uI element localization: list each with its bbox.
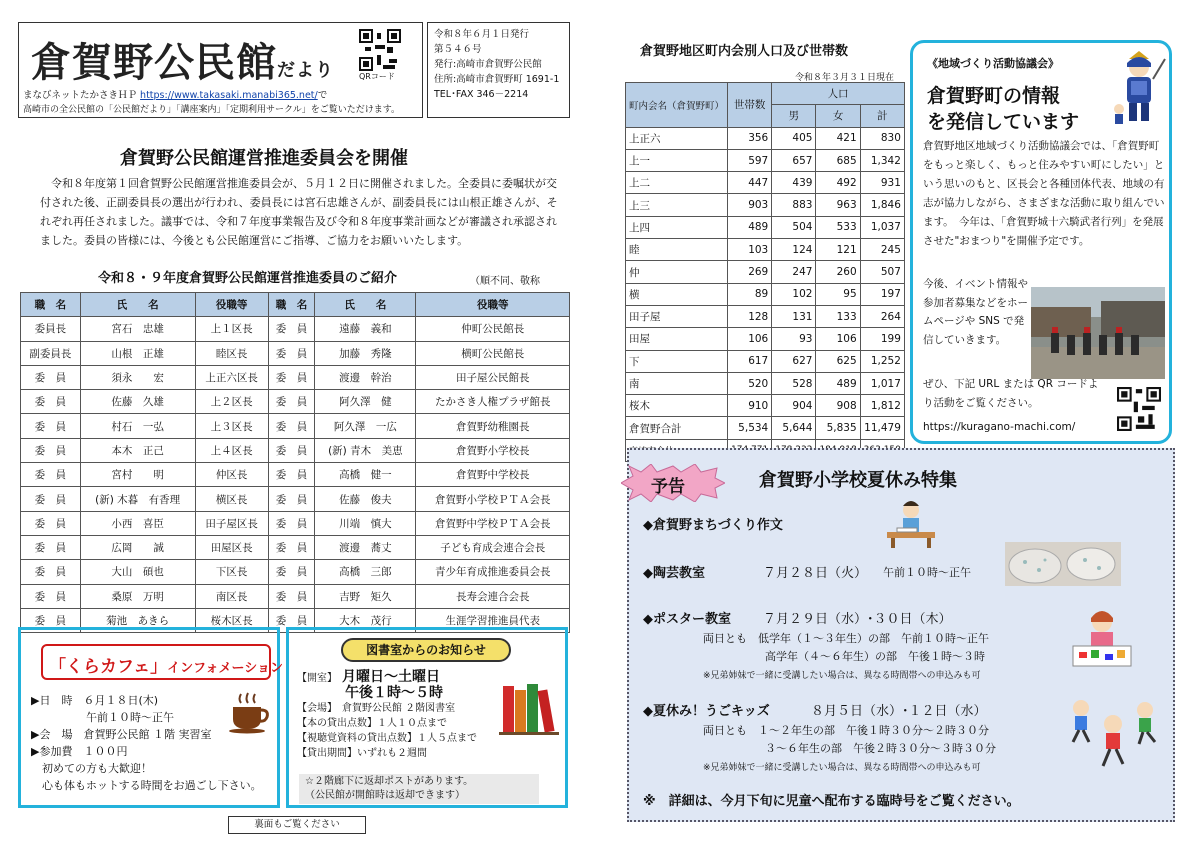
district-name: 睦 (626, 239, 728, 261)
members-cell: 小西 喜臣 (80, 511, 195, 535)
kids-schedule-1: 両日とも １～２年生の部 午後１時３０分～２時３０分 (703, 724, 989, 737)
library-line: 【会場】 倉賀野公民館 ２階図書室 (297, 703, 456, 714)
library-note (299, 774, 539, 804)
summer-heading: 倉賀野小学校夏休み特集 (759, 470, 957, 491)
col-households: 世帯数 (728, 83, 772, 128)
books-icon (499, 680, 559, 735)
members-row (21, 584, 570, 608)
members-cell: 委 員 (268, 584, 314, 608)
studying-child-icon (883, 500, 939, 548)
poster-schedule-2: 高学年（４～６年生）の部 午後１時～３時 (765, 650, 985, 663)
members-col-header: 氏 名 (315, 293, 416, 317)
members-cell: 委 員 (21, 487, 81, 511)
item-pottery: ◆陶芸教室 (643, 566, 705, 581)
district-name: 上三 (626, 194, 728, 216)
col-total: 計 (860, 105, 904, 127)
members-cell: 委 員 (21, 438, 81, 462)
population-value: 264 (860, 305, 904, 327)
qr-code-icon (1117, 387, 1161, 431)
members-cell: 阿久澤 健 (315, 390, 416, 414)
members-cell: 本木 正己 (80, 438, 195, 462)
population-value: 421 (816, 127, 860, 149)
members-cell: 倉賀野小学校長 (416, 438, 570, 462)
population-value: 439 (772, 172, 816, 194)
population-value: 197 (860, 283, 904, 305)
members-cell: 仲町公民館長 (416, 317, 570, 341)
running-kids-icon (1065, 696, 1161, 770)
members-cell: 須永 宏 (80, 365, 195, 389)
population-value: 830 (860, 127, 904, 149)
members-cell: 宮石 忠雄 (80, 317, 195, 341)
back-page-note: 裏面もご覧ください (228, 816, 366, 834)
members-cell: 委 員 (21, 365, 81, 389)
population-value: 131 (772, 305, 816, 327)
members-cell: 長寿会連合会長 (416, 584, 570, 608)
population-value: 910 (728, 395, 772, 417)
population-heading: 倉賀野地区町内会別人口及び世帯数 (640, 44, 849, 59)
members-cell: 委 員 (268, 463, 314, 487)
cafe-line: 初めての方も大歓迎！ (31, 762, 152, 775)
population-value: 11,479 (860, 417, 904, 439)
district-name: 下 (626, 350, 728, 372)
population-row (626, 194, 905, 216)
members-cell: 大山 碩也 (80, 560, 195, 584)
population-row (626, 328, 905, 350)
council-description: 倉賀野地区地域づくり活動協議会では、「倉賀野町をもっと楽しく、もっと住みやすい町にしたい」という思いのもと、区長会と各種団体代表、地域の有志が協力しながら、さまざまな活動に取り組んでいます。 今年は、「倉賀野城十六騎武者行列」を発展させた"おまつり"を開催予定です。 (923, 140, 1165, 247)
population-value: 504 (772, 216, 816, 238)
council-heading-line: 倉賀野町の情報 (927, 85, 1061, 107)
population-value: 1,017 (860, 372, 904, 394)
population-row (626, 127, 905, 149)
members-cell: 佐藤 久雄 (80, 390, 195, 414)
meeting-text: 令和８年度第１回倉賀野公民館運営推進委員会が、５月１２日に開催されました。全委員に委嘱状が交付された後、正副委員長の選出が行われ、委員長には宮石忠雄さんが、副委員長には山根正雄さんが、それぞれ再任されました。議事では、令和７年度事業報告及び令和８年度事業計画などが審議され承認されました。委員の皆様には、今後とも公民館運営にご指導、ご協力をお願いいたします。 (40, 177, 558, 247)
kids-note: ※兄弟姉妹で一緒に受講したい場合は、異なる時間帯への申込みも可 (703, 763, 981, 773)
members-cell: 委 員 (21, 560, 81, 584)
qr-code-icon (359, 29, 401, 71)
members-cell: 佐藤 俊夫 (315, 487, 416, 511)
population-value: 528 (772, 372, 816, 394)
population-value: 1,252 (860, 350, 904, 372)
members-cell: 田子屋公民館長 (416, 365, 570, 389)
population-value: 121 (816, 239, 860, 261)
members-cell: 上１区長 (195, 317, 268, 341)
members-cell: 高橋 健一 (315, 463, 416, 487)
poster-schedule-1: 両日とも 低学年（１～３年生）の部 午前１０時～正午 (703, 632, 989, 645)
population-row (626, 149, 905, 171)
members-table (20, 292, 570, 633)
population-value: 903 (728, 194, 772, 216)
members-col-header: 役職等 (195, 293, 268, 317)
population-value: 247 (772, 261, 816, 283)
members-cell: 阿久澤 一広 (315, 414, 416, 438)
population-value: 405 (772, 127, 816, 149)
issue-number: 第５４６号 (434, 44, 482, 55)
members-cell: 川端 慎大 (315, 511, 416, 535)
population-value: 106 (816, 328, 860, 350)
population-value: 5,644 (772, 417, 816, 439)
publisher: 発行:高崎市倉賀野公民館 (434, 59, 542, 70)
population-row (626, 350, 905, 372)
population-row (626, 216, 905, 238)
population-value: 657 (772, 149, 816, 171)
population-value: 95 (816, 283, 860, 305)
members-cell: 委 員 (268, 535, 314, 559)
members-cell: 渡邊 幹治 (315, 365, 416, 389)
population-row (626, 417, 905, 439)
population-value: 597 (728, 149, 772, 171)
notice-badge (621, 464, 725, 502)
members-cell: 渡邊 蕎丈 (315, 535, 416, 559)
members-cell: 村石 一弘 (80, 414, 195, 438)
population-value: 245 (860, 239, 904, 261)
members-cell: 田子屋区長 (195, 511, 268, 535)
district-name: 上正六 (626, 127, 728, 149)
members-col-header: 氏 名 (80, 293, 195, 317)
members-cell: 委 員 (268, 414, 314, 438)
issue-date: 令和８年６月１日発行 (434, 29, 530, 40)
members-cell: 委 員 (268, 341, 314, 365)
pottery-time: 午前１０時～正午 (883, 566, 971, 579)
cafe-title: 「くらカフェ」インフォメーション (41, 644, 271, 680)
cafe-line: 午前１０時～正午 (31, 711, 174, 724)
population-value: 89 (728, 283, 772, 305)
members-cell: 委 員 (268, 317, 314, 341)
members-col-header: 職 名 (21, 293, 81, 317)
population-value: 931 (860, 172, 904, 194)
members-cell: 青少年育成推進委員会長 (416, 560, 570, 584)
members-cell: 上正六区長 (195, 365, 268, 389)
population-value: 199 (860, 328, 904, 350)
members-cell: 広岡 誠 (80, 535, 195, 559)
population-value: 963 (816, 194, 860, 216)
members-cell: (新) 木暮 有香理 (80, 487, 195, 511)
population-value: 103 (728, 239, 772, 261)
district-name: 横 (626, 283, 728, 305)
population-value: 356 (728, 127, 772, 149)
homepage-line: まなびネットたかさきＨＰ https://www.takasaki.manabi365.net/で (23, 90, 328, 101)
population-value: 685 (816, 149, 860, 171)
council-heading (927, 83, 1079, 135)
pottery-plates-photo (1005, 542, 1121, 586)
members-row (21, 511, 570, 535)
members-row (21, 317, 570, 341)
library-line: 【視聴覚資料の貸出点数】１人５点まで (297, 733, 477, 744)
district-name: 田子屋 (626, 305, 728, 327)
members-note: （順不同、敬称 (470, 276, 540, 287)
library-line: 【本の貸出点数】１人１０点まで (297, 718, 447, 729)
members-cell: 下区長 (195, 560, 268, 584)
painting-child-icon (1069, 608, 1135, 670)
population-row (626, 305, 905, 327)
members-cell: 委 員 (21, 463, 81, 487)
meeting-heading: 倉賀野公民館運営推進委員会を開催 (120, 148, 408, 169)
members-row (21, 560, 570, 584)
tel-fax: TEL･FAX 346－2214 (434, 89, 529, 100)
members-col-header: 職 名 (268, 293, 314, 317)
population-row (626, 395, 905, 417)
members-cell: 上２区長 (195, 390, 268, 414)
population-value: 106 (728, 328, 772, 350)
issue-info (427, 22, 570, 118)
members-cell: 宮村 明 (80, 463, 195, 487)
col-male: 男 (772, 105, 816, 127)
library-title: 図書室からのお知らせ (341, 638, 511, 662)
population-row (626, 172, 905, 194)
population-value: 617 (728, 350, 772, 372)
population-value: 507 (860, 261, 904, 283)
district-name: 桜木 (626, 395, 728, 417)
population-value: 492 (816, 172, 860, 194)
cafe-line: ▶参加費 １００円 (31, 745, 128, 758)
members-cell: 倉賀野中学校長 (416, 463, 570, 487)
members-cell: 菊池 あきら (80, 608, 195, 632)
members-heading: 令和８・９年度倉賀野公民館運営推進委員のご紹介 (98, 271, 398, 286)
coffee-cup-icon (227, 690, 271, 734)
members-cell: 倉賀野中学校ＰＴＡ会長 (416, 511, 570, 535)
population-value: 520 (728, 372, 772, 394)
population-value: 533 (816, 216, 860, 238)
item-kids-exercise: ◆夏休み！うごキッズ (643, 704, 770, 719)
members-cell: 委員長 (21, 317, 81, 341)
members-cell: 委 員 (21, 414, 81, 438)
district-name: 田屋 (626, 328, 728, 350)
population-value: 625 (816, 350, 860, 372)
population-value: 128 (728, 305, 772, 327)
members-cell: 委 員 (268, 608, 314, 632)
members-cell: 委 員 (21, 511, 81, 535)
population-value: 1,846 (860, 194, 904, 216)
population-value: 908 (816, 395, 860, 417)
poster-date: ７月２９日（水）･３０日（木） (763, 612, 952, 627)
council-info: 今後、イベント情報や参加者募集などをホームページや SNS で発信していきます。 (923, 278, 1028, 346)
members-cell: たかさき人権プラザ館長 (416, 390, 570, 414)
cafe-line: 心も体もホットする時間をお過ごし下さい。 (31, 779, 262, 792)
members-cell: 子ども育成会連合会長 (416, 535, 570, 559)
population-value: 447 (728, 172, 772, 194)
population-row (626, 261, 905, 283)
district-name: 倉賀野合計 (626, 417, 728, 439)
summer-feature-box (627, 448, 1175, 822)
members-cell: 委 員 (21, 584, 81, 608)
council-label: 《地域づくり活動協議会》 (927, 57, 1059, 70)
cafe-line: ▶会 場 倉賀野公民館 １階 実習室 (31, 728, 212, 741)
members-cell: (新) 青木 美恵 (315, 438, 416, 462)
population-value: 883 (772, 194, 816, 216)
members-row (21, 438, 570, 462)
district-name: 上二 (626, 172, 728, 194)
members-cell: 遠藤 義和 (315, 317, 416, 341)
population-value: 1,342 (860, 149, 904, 171)
summer-footer-note: ※ 詳細は、今月下旬に児童へ配布する臨時号をご覧ください。 (643, 794, 1020, 809)
population-value: 1,037 (860, 216, 904, 238)
district-name: 仲 (626, 261, 728, 283)
council-website-link[interactable]: https://kuragano-machi.com/ (923, 421, 1076, 433)
population-date: 令和８年３月３１日現在 (795, 73, 895, 83)
col-district: 町内会名（倉賀野町） (626, 83, 728, 128)
cafe-box (18, 627, 283, 808)
members-cell: 生涯学習推進員代表 (416, 608, 570, 632)
members-cell: 桑原 万明 (80, 584, 195, 608)
population-header-row (626, 83, 905, 105)
population-row (626, 239, 905, 261)
members-row (21, 414, 570, 438)
population-value: 102 (772, 283, 816, 305)
library-note-line: ☆２階廊下に返却ポストがあります。 (305, 776, 474, 787)
members-cell: 大木 茂行 (315, 608, 416, 632)
members-cell: 副委員長 (21, 341, 81, 365)
library-line: 【貸出期間】いずれも２週間 (297, 748, 427, 759)
members-cell: 倉賀野幼稚園長 (416, 414, 570, 438)
col-female: 女 (816, 105, 860, 127)
population-value: 5,534 (728, 417, 772, 439)
population-value: 5,835 (816, 417, 860, 439)
members-row (21, 390, 570, 414)
district-name: 上一 (626, 149, 728, 171)
district-name: 上四 (626, 216, 728, 238)
members-cell: 加藤 秀隆 (315, 341, 416, 365)
members-cell: 委 員 (268, 365, 314, 389)
qr-label: QRコード (359, 72, 395, 81)
district-name: 南 (626, 372, 728, 394)
members-cell: 吉野 矩久 (315, 584, 416, 608)
population-value: 93 (772, 328, 816, 350)
members-header-row (21, 293, 570, 317)
council-cta: ぜひ、下記 URL または QR コードより活動をご覧ください。 (923, 378, 1099, 409)
members-cell: 横町公民館長 (416, 341, 570, 365)
members-cell: 委 員 (268, 487, 314, 511)
population-value: 489 (816, 372, 860, 394)
members-cell: 委 員 (21, 390, 81, 414)
library-note-line: （公民館が開館時は返却できます） (305, 790, 465, 801)
kids-schedule-2: ３～６年生の部 午後２時３０分～３時３０分 (765, 742, 996, 755)
population-row (626, 283, 905, 305)
members-cell: 南区長 (195, 584, 268, 608)
members-row (21, 341, 570, 365)
members-cell: 高橋 三郎 (315, 560, 416, 584)
members-row (21, 463, 570, 487)
members-cell: 田屋区長 (195, 535, 268, 559)
library-box (286, 627, 568, 808)
notice-badge-label: 予告 (651, 477, 685, 497)
members-col-header: 役職等 (416, 293, 570, 317)
homepage-description: 高崎市の全公民館の「公民館だより」「講座案内」「定期利用サークル」をご覧いただけます。 (23, 105, 401, 115)
kids-exercise-date: ８月５日（水）･１２日（水） (811, 704, 987, 719)
homepage-link[interactable]: https://www.takasaki.manabi365.net/ (140, 90, 318, 101)
library-hours: 【開室】 月曜日～土曜日 (297, 669, 440, 685)
members-cell: 山根 正雄 (80, 341, 195, 365)
members-cell: 委 員 (268, 390, 314, 414)
newsletter-title: 倉賀野公民館だより (31, 39, 334, 86)
members-cell: 仲区長 (195, 463, 268, 487)
library-details (297, 670, 477, 761)
members-cell: 倉賀野小学校ＰＴＡ会長 (416, 487, 570, 511)
population-value: 904 (772, 395, 816, 417)
address: 住所:高崎市倉賀野町 1691-1 (434, 74, 560, 85)
members-cell: 上４区長 (195, 438, 268, 462)
population-table (625, 82, 905, 462)
members-cell: 委 員 (268, 438, 314, 462)
population-value: 260 (816, 261, 860, 283)
members-row (21, 487, 570, 511)
population-value: 489 (728, 216, 772, 238)
community-council-box (910, 40, 1172, 444)
masthead (18, 22, 423, 118)
population-row (626, 372, 905, 394)
members-cell: 横区長 (195, 487, 268, 511)
poster-note: ※兄弟姉妹で一緒に受講したい場合は、異なる時間帯への申込みも可 (703, 671, 981, 681)
col-population: 人口 (772, 83, 905, 105)
members-cell: 委 員 (268, 511, 314, 535)
samurai-mascot-icon (1111, 49, 1167, 125)
members-row (21, 535, 570, 559)
members-cell: 委 員 (268, 560, 314, 584)
members-cell: 委 員 (21, 608, 81, 632)
members-cell: 委 員 (21, 535, 81, 559)
population-value: 627 (772, 350, 816, 372)
members-cell: 桜木区長 (195, 608, 268, 632)
population-value: 269 (728, 261, 772, 283)
population-value: 124 (772, 239, 816, 261)
council-heading-line: を発信しています (927, 111, 1080, 133)
item-essay: ◆倉賀野まちづくり作文 (643, 518, 783, 533)
population-value: 133 (816, 305, 860, 327)
members-cell: 睦区長 (195, 341, 268, 365)
parade-photo (1031, 287, 1165, 379)
population-value: 1,812 (860, 395, 904, 417)
members-row (21, 365, 570, 389)
pottery-date: ７月２８日（火） (763, 566, 868, 581)
members-cell: 上３区長 (195, 414, 268, 438)
item-poster: ◆ポスター教室 (643, 612, 731, 627)
library-time: 午後１時～５時 (345, 685, 443, 701)
cafe-line: ▶日 時 ６月１８日(木) (31, 694, 159, 707)
